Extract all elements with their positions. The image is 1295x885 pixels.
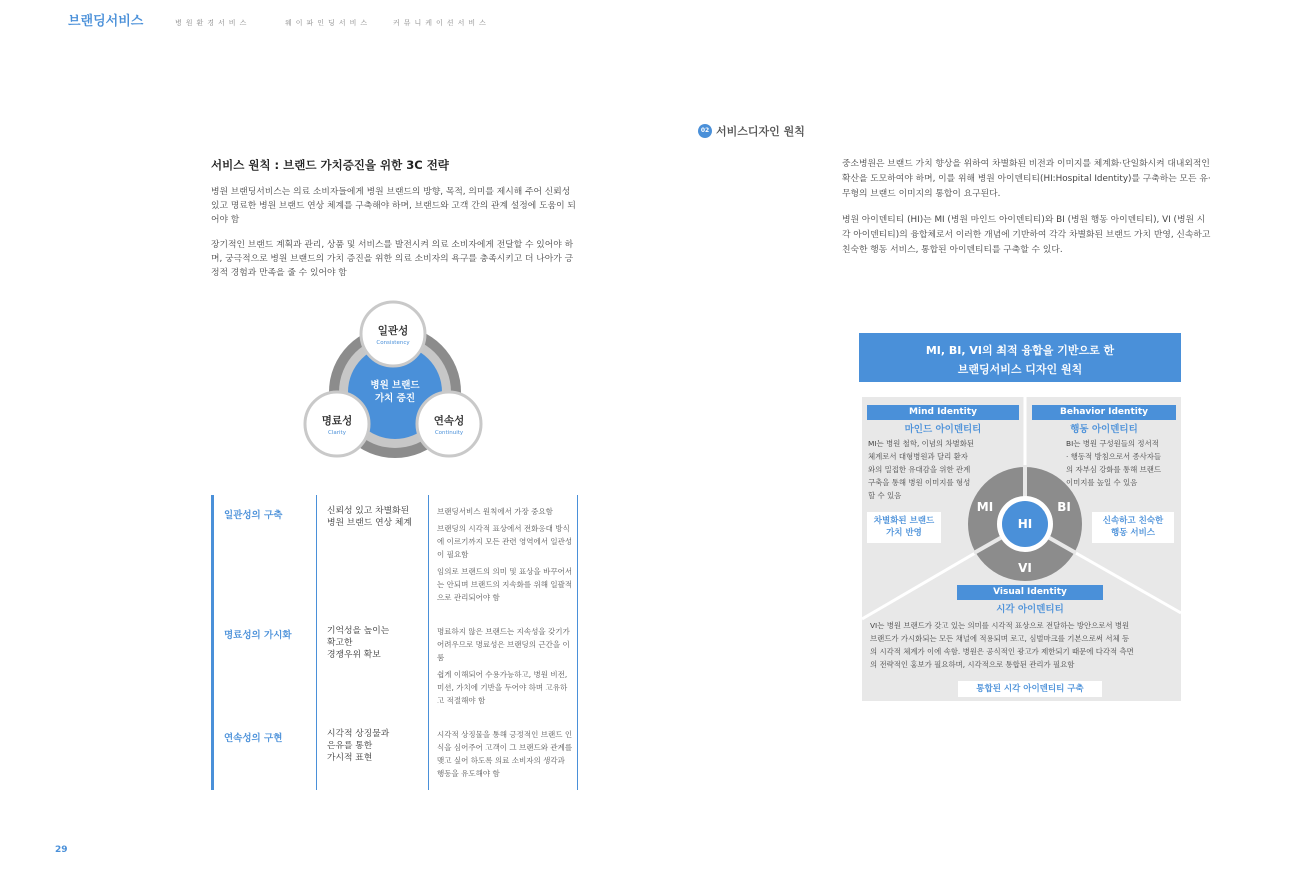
mind-identity-text: MI는 병원 철학, 이념의 차별화된 체계로서 대형병원과 달리 환자 와의 밀접한 유대감을 위한 관계 구축을 통해 병원 이미지를 형성 할 수 있음 — [868, 439, 974, 500]
behavior-identity-text: BI는 병원 구성원들의 정서적 · 행동적 방침으로서 종사자들 의 자부심 강화를 통해 브랜드 이미지를 높일 수 있음 — [1066, 439, 1162, 487]
design-header-line-1: MI, BI, VI의 최적 융합을 기반으로 한 — [925, 344, 1115, 357]
row-title: 일관성의 구축 — [224, 510, 283, 521]
visual-identity-label: Visual Identity — [957, 585, 1103, 600]
table-row — [211, 718, 578, 790]
row-description-cell — [428, 615, 578, 718]
row-subject: 신뢰성 있고 차별화된 병원 브랜드 연상 체계 — [327, 506, 412, 528]
right-paragraph-1: 중소병원은 브랜드 가치 향상을 위하여 차별화된 비전과 이미지를 체계화·단일화시켜 대내외적인 확산을 도모하여야 하며, 이를 위해 병원 아이덴티티(HI:Hospital Identity)를 구축하는 모든 유·무형의 브랜드 이미지의 통합이 요구된다. — [842, 159, 1211, 199]
nav-hospital-environment[interactable]: 병원환경서비스 — [175, 19, 251, 27]
row-description-cell — [428, 495, 578, 615]
visual-identity-pill: 통합된 시각 아이덴티티 구축 — [958, 681, 1102, 697]
left-paragraph-2: 장기적인 브랜드 계획과 관리, 상품 및 서비스를 발전시켜 의료 소비자에게 전달할 수 있어야 하며, 궁극적으로 병원 브랜드의 가치 증진을 위한 의료 소비자의 욕구를 충족시키고 더 나아가 긍정적 경험과 만족을 줄 수 있어야 함 — [211, 240, 574, 278]
design-principle-box — [862, 397, 1181, 701]
row-description-cell — [428, 718, 578, 790]
nav-communication[interactable]: 커뮤니케이션서비스 — [393, 19, 490, 27]
bi-label: BI — [1057, 500, 1071, 514]
clarity-node — [305, 392, 369, 456]
section-title: 서비스디자인 원칙 — [716, 125, 805, 138]
row-description: 명료하지 않은 브랜드는 지속성을 갖기가 어려우므로 명료성은 브랜딩의 근간을 이룸 쉽게 이해되어 수용가능하고, 병원 비전, 미션, 가치에 기반을 두어야 하며 고유하고 적절해야 함 — [437, 627, 570, 705]
nav-wayfinding[interactable]: 웨이파인딩서비스 — [285, 19, 372, 27]
three-c-diagram — [295, 300, 495, 460]
page-number: 29 — [55, 845, 68, 855]
consistency-label: 일관성 — [377, 325, 409, 337]
mind-identity-ko: 마인드 아이덴티티 — [904, 424, 982, 435]
visual-identity-text: VI는 병원 브랜드가 갖고 있는 의미를 시각적 표상으로 전달하는 방안으로서 병원 브랜드가 가시화되는 모든 채널에 적용되며 로고, 심벌마크를 기본으로써 서체 등 의 시각적 체계가 이에 속함. 병원은 공식적인 광고가 제한되기 때문에 다각적 측면 의 전략적인 홍보가 필요하며, 시각적으로 통합된 관리가 필요함 — [870, 621, 1134, 669]
design-header-line-2: 브랜딩서비스 디자인 원칙 — [957, 363, 1083, 376]
brand-title: 브랜딩서비스 — [68, 14, 144, 29]
row-title: 연속성의 구현 — [224, 733, 283, 744]
continuity-label: 연속성 — [433, 415, 465, 427]
mind-identity-label: Mind Identity — [867, 405, 1019, 420]
behavior-identity-pill: 신속하고 친숙한 행동 서비스 — [1092, 512, 1174, 543]
center-label-1: 병원 브랜드 — [370, 380, 420, 391]
row-subject-cell — [316, 718, 427, 790]
behavior-identity-ko: 행동 아이덴티티 — [1070, 424, 1138, 435]
continuity-node — [417, 392, 481, 456]
row-title: 명료성의 가시화 — [224, 630, 292, 641]
row-subject: 시각적 상징물과 은유를 통한 가시적 표현 — [327, 729, 390, 763]
continuity-en: Continuity — [434, 430, 464, 436]
center-label-2: 가치 증진 — [374, 393, 416, 404]
table-row — [211, 495, 578, 615]
row-description: 브랜딩서비스 원칙에서 가장 중요함 브랜딩의 시각적 표상에서 전화응대 방식에 이르기까지 모든 관련 영역에서 일관성이 필요함 임의로 브랜드의 의미 및 표상을 바꾸어서는 안되며 브랜드의 지속화를 위해 일괄적으로 관리되어야 함 — [437, 507, 573, 602]
table-row — [211, 615, 578, 718]
row-subject: 기억성을 높이는 확고한 경쟁우위 확보 — [327, 626, 390, 660]
left-paragraph-1: 병원 브랜딩서비스는 의료 소비자들에게 병원 브랜드의 방향, 목적, 의미를 제시해 주어 신뢰성 있고 명료한 병원 브랜드 연상 체계를 구축해야 하며, 브랜드와 고객 간의 관계 설정에 도움이 되어야 함 — [211, 187, 576, 225]
consistency-node — [361, 302, 425, 366]
row-subject-cell — [316, 495, 427, 615]
section-number-badge: 02 — [698, 124, 712, 138]
row-subject-cell — [316, 615, 427, 718]
design-box-header — [859, 333, 1181, 382]
mind-identity-pill: 차별화된 브랜드 가치 반영 — [867, 512, 941, 543]
behavior-identity-label: Behavior Identity — [1032, 405, 1176, 420]
vi-label: VI — [1018, 561, 1032, 575]
left-title: 서비스 원칙 : 브랜드 가치증진을 위한 3C 전략 — [211, 158, 449, 172]
clarity-en: Clarity — [328, 430, 346, 436]
clarity-label: 명료성 — [321, 415, 353, 427]
right-paragraph-2: 병원 아이덴티티 (HI)는 MI (병원 마인드 아이덴티티)와 BI (병원 행동 아이덴티티), VI (병원 시각 아이덴티티)의 융합체로서 이러한 개념에 기반하여 각각 차별화된 브랜드 가치 반영, 신속하고 친숙한 행동 서비스, 통합된 아이덴티티를 구축할 수 있다. — [842, 215, 1211, 255]
consistency-en: Consistency — [376, 340, 410, 346]
visual-identity-ko: 시각 아이덴티티 — [996, 604, 1064, 615]
hi-label: HI — [1017, 517, 1033, 531]
row-description: 시각적 상징물을 통해 긍정적인 브랜드 인식을 심어주어 고객이 그 브랜드와 관계를 맺고 싶어 하도록 의료 소비자의 생각과 행동을 유도해야 함 — [437, 730, 573, 778]
mi-label: MI — [976, 500, 994, 514]
